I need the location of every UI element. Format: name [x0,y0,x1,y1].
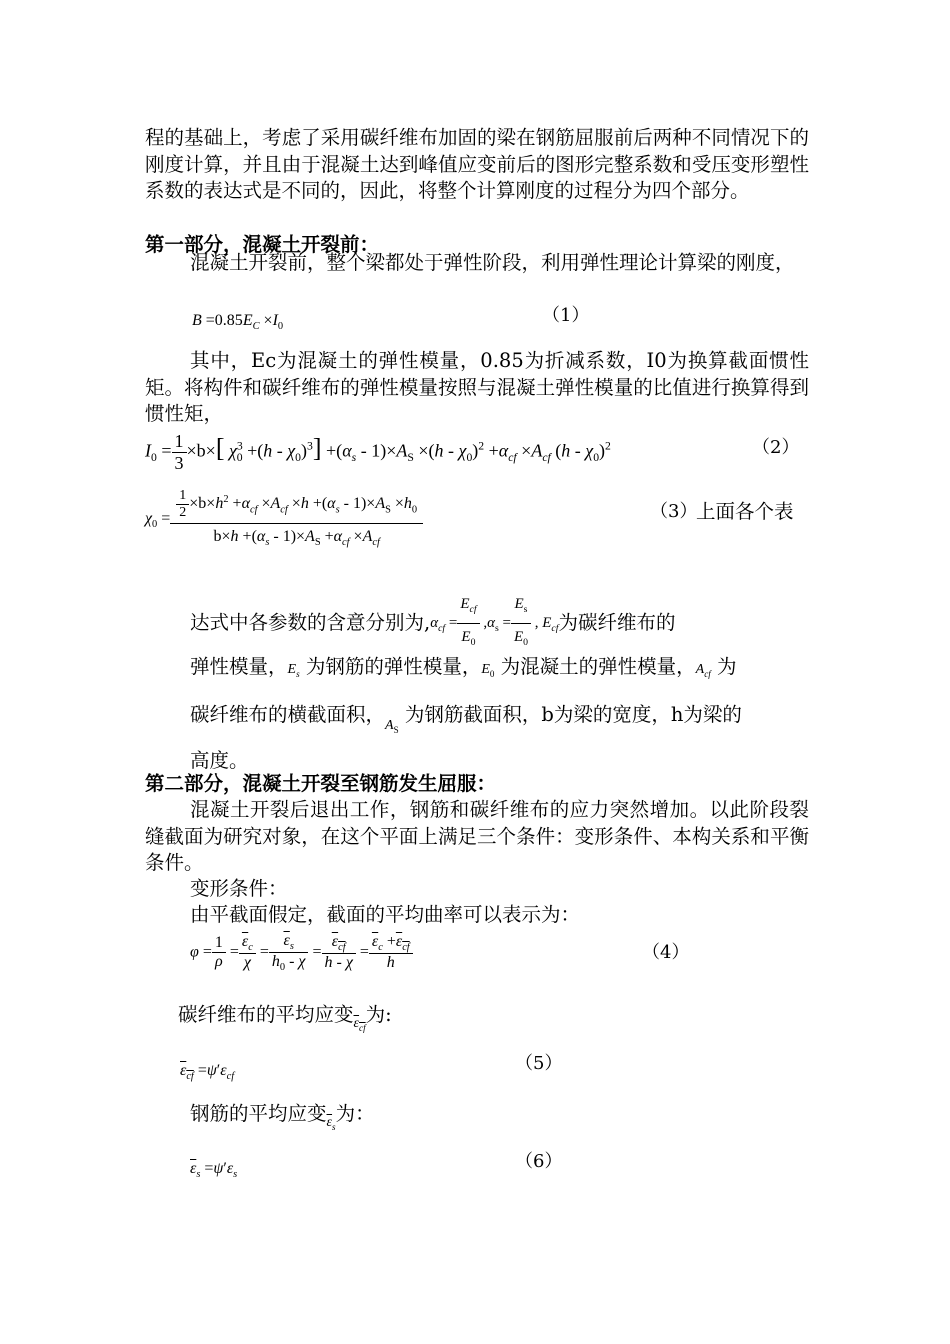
paragraph-definitions-1: 其中，Ec为混凝土的弹性模量，0.85为折减系数，I0为换算截面惯性矩。将构件和碳纤维布的弹性模量按照与混凝土弹性模量的比值进行换算得到惯性矩， [145,349,809,425]
paragraph-cfrp-strain: 碳纤维布的平均应变$_{\varepsilon_{cf}}$为: [178,1003,392,1033]
equation-5: $\varepsilon_{cf} =\psi'\varepsilon_{cf}$ [180,1062,235,1083]
section-heading-2: 第二部分，混凝土开裂至钢筋发生屈服： [145,772,497,795]
cfrp-strain-text-b: 为: [365,1003,392,1026]
parameter-line-2: 弹性模量，$E_s$ 为钢筋的弹性模量，$E_0$ 为混凝土的弹性模量，$A_{cf}$ 为 [190,655,737,679]
paragraph-steel-strain: 钢筋的平均应变$_{\overline{\varepsilon}_s}$为： [190,1102,375,1132]
paragraph-cracking-stage: 混凝土开裂后退出工作，钢筋和碳纤维布的应力突然增加。以此阶段裂缝截面为研究对象，在这个平面上满足三个条件：变形条件、本构关系和平衡条件。 [145,798,809,874]
equation-number-6: （6） [515,1151,563,1172]
alpha-definitions: $\alpha_{cf}$ = $\frac{E_{cf}}{E_0}$ $,\alpha_s$ = $\frac{E_s}{E_0}$ , $E_{cf}$ [430,591,558,656]
parameter-text-1b: 为碳纤维布的 [558,611,676,634]
parameter-line-1 [190,591,675,656]
steel-strain-text-a: 钢筋的平均应变 [190,1102,327,1125]
section-heading-1: 第一部分，混凝土开裂前： [145,233,380,256]
parameter-text-2b: 为钢筋的弹性模量， [305,655,482,678]
equation-number-2: （2） [752,437,800,458]
equation-number-4: （4） [642,942,690,963]
parameter-text-2a: 弹性模量， [190,655,288,678]
equation-2: $I_0$ = $\frac{1}{3}$ ×b×[ $\chi^3_0 +(h - \chi_0)^3] +(\alpha_s - 1)\times A_S \times(h - \chi_0)^2 +\alpha_{cf} \times A_{cf}$ $(h - \chi_0)^2$ [145,431,611,473]
parameter-text-3b: 为钢筋截面积，b为梁的宽度，h为梁的 [404,703,742,726]
equation-3: $\chi_0$ = $\frac{1}{2}$ $\times b\times h^2 +\alpha_{cf} \times A_{cf} \times h +(\alpha_s - 1)\times A_S \times h_0$ $b\times h +(\alpha_s - 1)\times A_S +\alpha_{cf} \times A_{cf}$ [145,486,423,552]
paragraph-plane-section: 由平截面假定，截面的平均曲率可以表示为： [190,903,581,926]
paragraph-elastic-stage: 混凝土开裂前，整个梁都处于弹性阶段，利用弹性理论计算梁的刚度， [190,251,795,274]
parameter-line-4: 高度。 [190,749,249,772]
parameter-line-3: 碳纤维布的横截面积，$_{A_S}$ 为钢筋截面积，b为梁的宽度，h为梁的 [190,703,742,735]
parameter-text-2d: 为 [717,655,737,678]
paragraph-deformation-condition: 变形条件： [190,877,288,900]
equation-6: $\overline{\varepsilon}_s =\psi'\varepsilon_s$ [190,1160,238,1181]
parameter-text-2c: 为混凝土的弹性模量， [500,655,696,678]
parameter-text-3a: 碳纤维布的横截面积， [190,703,386,726]
equation-number-3: （3） [650,501,698,522]
intro-paragraph: 程的基础上，考虑了采用碳纤维布加固的梁在钢筋屈服前后两种不同情况下的刚度计算，并且由于混凝土达到峰值应变前后的图形完整系数和受压变形塑性系数的表达式是不同的，因此，将整个计算刚度的过程分为四个部分。 [145,126,809,202]
parameter-text-1a: 达式中各参数的含意分别为, [190,611,431,634]
steel-strain-text-b: 为： [335,1102,375,1125]
equation-1: $B =0.85E_C \times I_0$ [192,312,284,333]
equation-4: φ = $\frac{1}{\rho}$ = $\frac{\overline{\varepsilon}_c}{\chi}$ = $\frac{\overline{\varepsilon}_s}{h_0 - \chi}$ = $\frac{\varepsilon_{cf}}{h - \chi}$ = $\frac{\overline{\varepsilon}_c +\varepsilon_{cf}}{h}$ [190,932,413,973]
equation-number-5: （5） [515,1053,563,1074]
paragraph-tail-3: 上面各个表 [696,500,794,523]
equation-number-1: （1） [542,305,590,326]
cfrp-strain-text-a: 碳纤维布的平均应变 [178,1003,354,1026]
